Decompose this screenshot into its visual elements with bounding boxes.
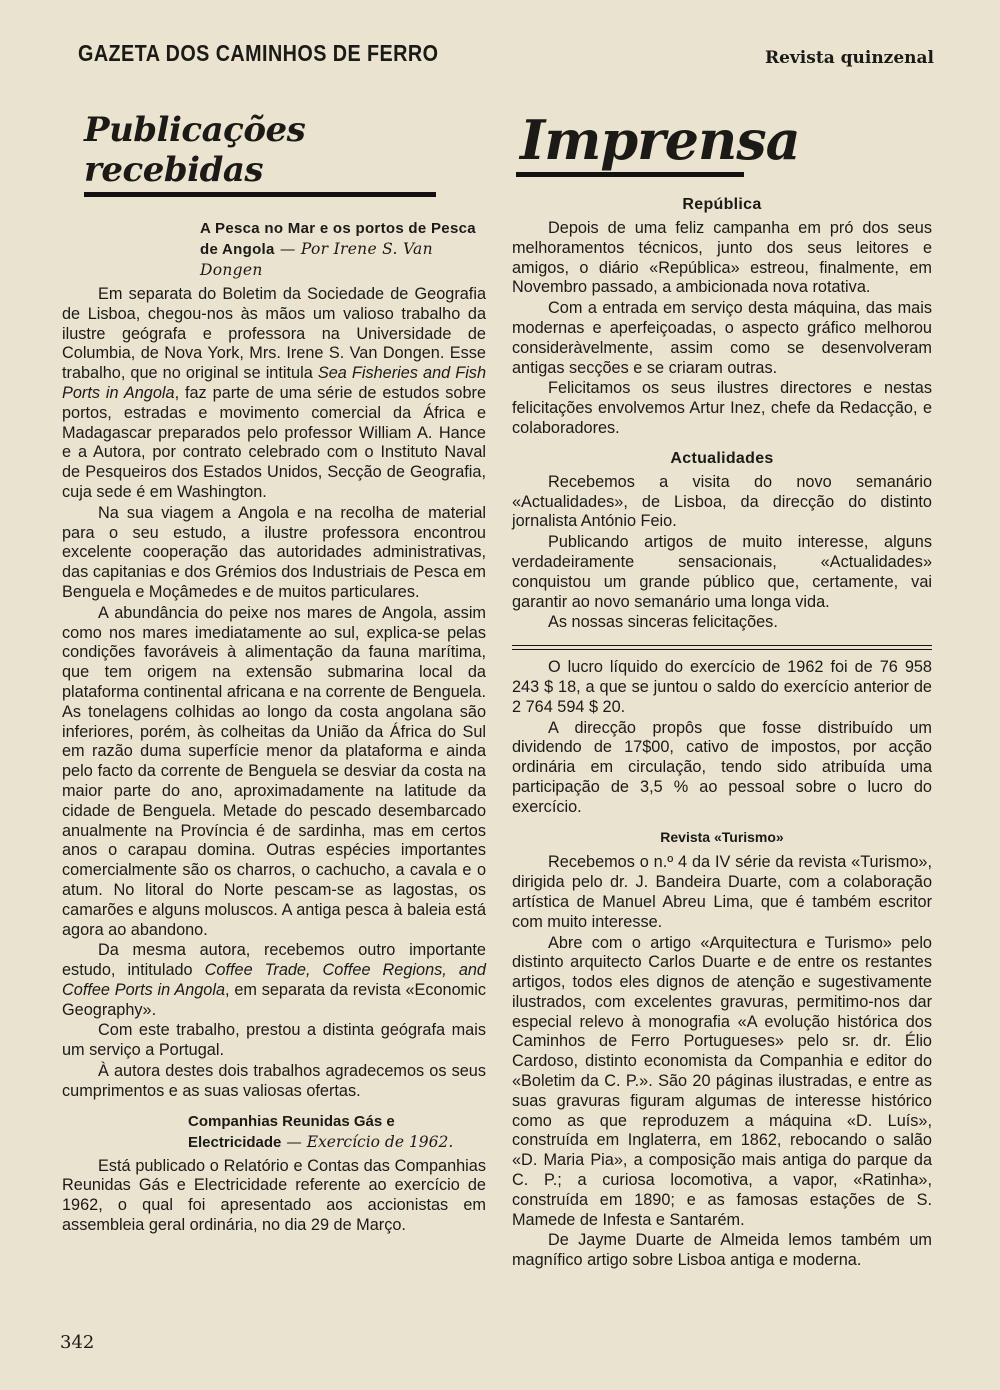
article-title-text: Companhias Reunidas Gás e Electricidade [188, 1112, 395, 1151]
paragraph: À autora destes dois trabalhos agradecemos os seus cumprimentos e as suas valiosas ofertas. [62, 1062, 486, 1100]
italic-title: Sea Fisheries and Fish Ports in Angola [62, 364, 487, 402]
section-heading: República [682, 196, 762, 213]
section-title-publicacoes: Publicações recebidas [84, 110, 306, 190]
left-column [62, 110, 486, 1236]
page-number: 342 [60, 1332, 95, 1353]
title-rule [84, 192, 436, 197]
article-title [200, 219, 486, 281]
article-title [188, 1112, 486, 1153]
journal-title: GAZETA DOS CAMINHOS DE FERRO [78, 40, 439, 66]
article-title-text: A Pesca no Mar e os portos de Pesca de Angola [200, 220, 476, 258]
paragraph: Com a entrada em serviço desta máquina, das mais modernas e aperfeiçoadas, o aspecto gráfico melhorou consideràvelmente, assim como se desenvolveram antigas secções e se criaram outras. [512, 299, 932, 377]
paragraph: Abre com o artigo «Arquitectura e Turismo» pelo distinto arquitecto Carlos Duarte e de entre os restantes artigos, todos eles dignos de atenção e sugestivamente ilustrados, com excelentes gravuras, permitimo-nos dar especial relevo à monografia «A evolução histórica dos Caminhos de Ferro Portugueses» pelo sr. dr. Élio Cardoso, distinto economista da Companhia e editor do «Boletim da C. P.». São 20 páginas ilustradas, e entre as suas gravuras figuram algumas de interesse histórico como as que reproduzem a máquina «D. Luís», construída em Inglaterra, em 1862, rebocando o salão «D. Maria Pia», a composição mais antiga do parque da C. P.; a curiosa locomotiva, a vapor, «Ratinha», construída em 1890; e as famosas estações de S. Mamede de Infesta e Santarém. [512, 933, 932, 1229]
paragraph [62, 941, 486, 1020]
paragraph: Depois de uma feliz campanha em pró dos seus melhoramentos técnicos, junto dos seus leitores e amigos, o diário «República» estreou, finalmente, em Novembro passado, a ambicionada nova rotativa. [512, 219, 932, 297]
section-heading: Actualidades [670, 449, 774, 467]
paragraph: O lucro líquido do exercício de 1962 foi de 76 958 243 $ 18, a que se juntou o saldo do exercício anterior de 2 764 594 $ 20. [512, 658, 932, 716]
article-byline: — Por Irene S. Van Dongen [200, 240, 433, 279]
text: Em separata do Boletim da Sociedade de Geografia de Lisboa, chegou-nos às mãos um valioso trabalho da ilustre geógrafa e professora na Universidade de Columbia, de Nova York, Mrs. Irene S. Van Dongen. Esse trabalho, que no original se intitula [62, 285, 486, 383]
italic-title: Coffee Trade, Coffee Regions, and Coffee Ports in Angola [62, 961, 486, 999]
title-rule [516, 172, 744, 177]
paragraph: As nossas sinceras felicitações. [548, 613, 778, 632]
paragraph: A abundância do peixe nos mares de Angola, assim como nos mares imediatamente ao sul, explica-se pelas condições favoráveis à alimentação da fauna marítima, que tem origem na extensão submarina local da plataforma continental africana e na corrente de Benguela. As tonelagens colhidas ao longo da costa angolana são inferiores, porém, às colheitas da União da África do Sul em razão duma superfície menor da plataforma e ainda pelo facto da corrente de Benguela se desviar da costa na maior parte do ano, aproximadamente na latitude da cidade de Benguela. Metade do pescado desembarcado anualmente na Província é de sardinha, mas em certos anos o carapau domina. Outras espécies importantes comercialmente são os charros, o cachucho, a cavala e o atum. No litoral do Norte pescam-se as lagostas, os camarões e alguns moluscos. A antiga pesca à baleia está agora ao abandono. [62, 603, 486, 939]
paragraph: Na sua viagem a Angola e na recolha de material para o seu estudo, a ilustre professora encontrou excelente cooperação das autoridades administrativas, das capitanias e dos Grémios dos Industriais de Pesca em Benguela e Moçâmedes e de muitos particulares. [62, 503, 486, 601]
section-title-imprensa: Imprensa [520, 108, 800, 172]
paragraph: Está publicado o Relatório e Contas das Companhias Reunidas Gás e Electricidade referente ao exercício de 1962, o qual foi apresentado aos accionistas em assembleia geral ordinária, no dia 29 de Março. [62, 1156, 486, 1235]
section-divider [512, 645, 932, 650]
right-column [512, 110, 932, 1271]
paragraph: A direcção propôs que fosse distribuído um dividendo de 17$00, cativo de impostos, por acção ordinária em circulação, tendo sido atribuída uma participação de 3,5 % ao pessoal sobre o lucro do exercício. [512, 718, 932, 816]
text: Da mesma autora, recebemos outro importante estudo, intitulado [62, 941, 486, 980]
article-byline: — Exercício de 1962. [281, 1132, 454, 1151]
paragraph [62, 285, 486, 503]
section-heading: Revista «Turismo» [660, 828, 784, 845]
paragraph: Com este trabalho, prestou a distinta geógrafa mais um serviço a Portugal. [62, 1021, 486, 1060]
text: , em separata da revista «Economic Geography». [62, 980, 486, 1019]
paragraph: Recebemos o n.º 4 da IV série da revista «Turismo», dirigida pelo dr. J. Bandeira Duarte, com a colaboração artística de Manuel Abreu Lima, que é também escritor com muito interesse. [512, 853, 932, 931]
paragraph: De Jayme Duarte de Almeida lemos também um magnífico artigo sobre Lisboa antiga e moderna. [512, 1231, 932, 1270]
paragraph: Felicitamos os seus ilustres directores e nestas felicitações envolvemos Artur Inez, chefe da Redacção, e colaboradores. [512, 379, 932, 437]
text: , faz parte de uma série de estudos sobre portos, estradas e movimento comercial da África e Madagascar preparados pelo professor William A. Hance e a Autora, por contrato celebrado com o Instituto Naval de Pesqueiros dos Estados Unidos, Secção de Geografia, cuja sede é em Washington. [62, 383, 486, 501]
journal-subtitle: Revista quinzenal [764, 48, 934, 68]
paragraph: Publicando artigos de muito interesse, alguns verdadeiramente sensacionais, «Actualidades» conquistou um grande público que, certamente, vai garantir ao novo semanário uma longa vida. [512, 533, 932, 611]
paragraph: Recebemos a visita do novo semanário «Actualidades», de Lisboa, da direcção do distinto jornalista António Feio. [512, 472, 932, 531]
